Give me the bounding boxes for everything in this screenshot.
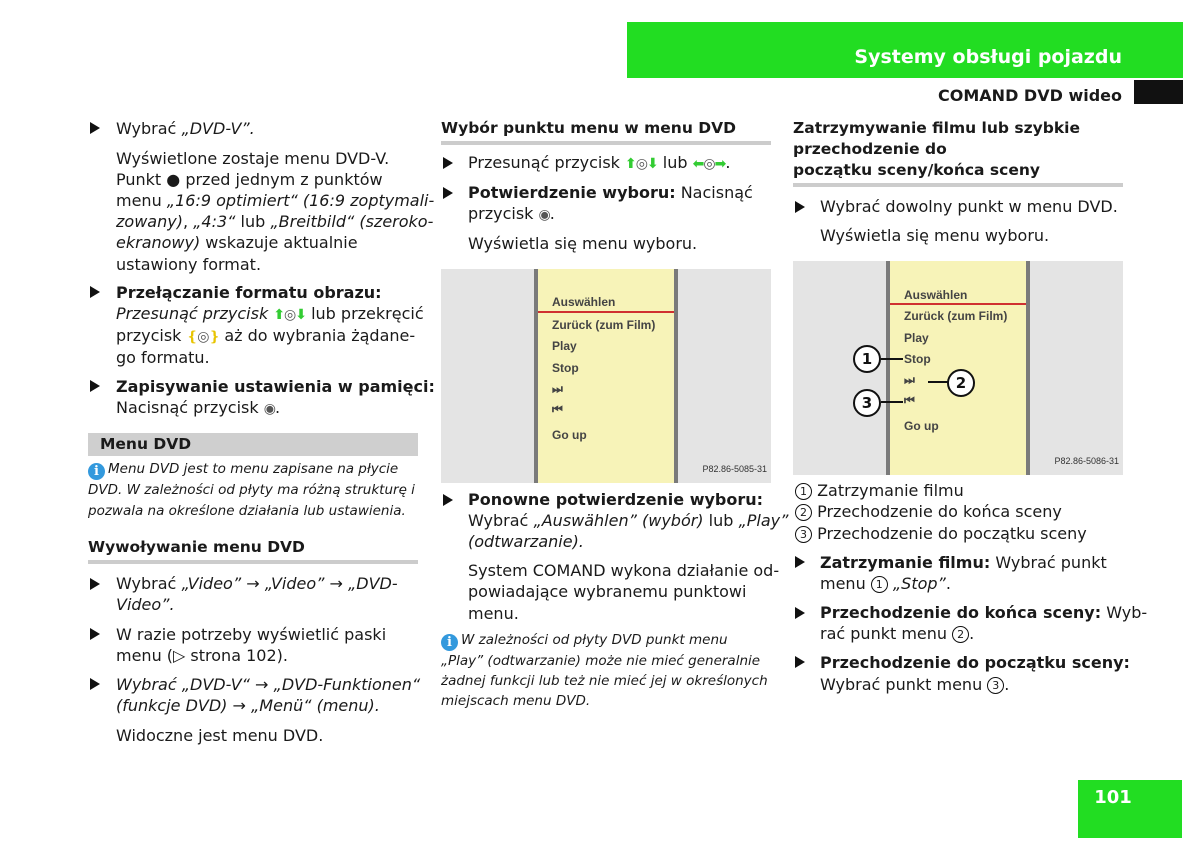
text-line: rać punkt menu 2 . — [820, 624, 975, 643]
info-note-line: miejscach menu DVD. — [441, 693, 591, 709]
menu-item-auswahlen: Auswählen — [904, 288, 968, 302]
bullet-icon — [795, 656, 805, 668]
text-line: W razie potrzeby wyświetlić paski — [116, 625, 387, 644]
text-line: powiadające wybranemu punktowi — [468, 582, 747, 601]
controller-rotate-icon: ❴◎❵ — [186, 329, 220, 345]
text-line: Wybrać punkt menu 3 . — [820, 675, 1010, 694]
menu-item-zuruck: Zurück (zum Film) — [904, 309, 1008, 323]
callout-3: 3 — [853, 389, 881, 417]
text-line: Wyświetla się menu wyboru. — [468, 234, 698, 253]
dvd-menu-screenshot-annotated — [793, 261, 1123, 475]
text-line: Widoczne jest menu DVD. — [116, 726, 324, 745]
callout-line — [881, 401, 903, 403]
bullet-icon — [795, 607, 805, 619]
bullet-icon — [90, 380, 100, 392]
section-rule — [441, 141, 771, 145]
bullet-icon — [795, 201, 805, 213]
section-rule — [793, 183, 1123, 187]
text-line: System COMAND wykona działanie od- — [468, 561, 780, 580]
text-line: menu (▷ strona 102). — [116, 646, 288, 665]
text-line: Video”. — [116, 595, 175, 614]
text-line: go formatu. — [116, 348, 210, 367]
text-line: Wybrać dowolny punkt w menu DVD. — [820, 197, 1118, 216]
bullet-icon — [90, 628, 100, 640]
section-heading-select-item: Wybór punktu menu w menu DVD — [441, 119, 736, 137]
text-line: Wyświetlone zostaje menu DVD-V. — [116, 149, 390, 168]
bullet-icon — [90, 578, 100, 590]
text-line: Zatrzymanie filmu: Wybrać punkt — [820, 553, 1107, 572]
subsection-title: COMAND DVD wideo — [938, 86, 1122, 105]
legend-item: 3 Przechodzenie do początku sceny — [795, 523, 1087, 544]
menu-item-auswahlen: Auswählen — [552, 295, 616, 309]
info-note: i Menu DVD jest to menu zapisane na płycie — [88, 459, 398, 480]
menu-item-play: Play — [552, 339, 577, 353]
image-code: P82.86-5085-31 — [702, 464, 767, 474]
step-heading: Zapisywanie ustawienia w pamięci: — [116, 377, 435, 396]
info-note: i W zależności od płyty DVD punkt menu — [441, 630, 728, 651]
bullet-icon — [795, 556, 805, 568]
step-select-dvdv: Wybrać „DVD-V”. — [116, 119, 255, 138]
bullet-icon — [443, 494, 453, 506]
info-note-line: DVD. W zależności od płyty ma różną strukturę i — [88, 482, 415, 498]
bullet-icon — [90, 286, 100, 298]
menu-item-go-up: Go up — [552, 428, 587, 442]
prev-chapter-icon: ⏮ — [552, 402, 563, 416]
panel-edge — [674, 269, 678, 483]
menu-item-stop: Stop — [904, 352, 931, 366]
controller-press-icon: ◉ — [538, 207, 550, 223]
text-line: Wybrać „Video” → „Video” → „DVD- — [116, 574, 398, 593]
next-chapter-icon: ⏭ — [904, 373, 915, 387]
legend-item: 1 Zatrzymanie filmu — [795, 480, 964, 501]
section-heading-menu-dvd: Menu DVD — [100, 435, 192, 453]
dvd-menu-screenshot — [441, 269, 771, 483]
section-title: Systemy obsługi pojazdu — [854, 46, 1122, 68]
selection-line — [890, 303, 1026, 305]
selection-line — [538, 311, 674, 313]
bullet-icon — [90, 122, 100, 134]
step-heading: Ponowne potwierdzenie wyboru: — [468, 490, 764, 509]
callout-line — [928, 381, 948, 383]
bullet-icon — [443, 157, 453, 169]
prev-chapter-icon: ⏮ — [904, 393, 915, 407]
menu-item-zuruck: Zurück (zum Film) — [552, 318, 656, 332]
controller-updown-icon: ⬆◎⬇ — [625, 156, 658, 172]
text-line: (odtwarzanie). — [468, 532, 584, 551]
controller-updown-icon: ⬆◎⬇ — [273, 307, 306, 323]
section-heading-line: początku sceny/końca sceny — [793, 161, 1040, 179]
text-line: menu. — [468, 604, 519, 623]
info-note-line: żadnej funkcji lub też nie mieć jej w określonych — [441, 673, 768, 689]
text-line: Wyświetla się menu wyboru. — [820, 226, 1050, 245]
section-heading-line: przechodzenie do — [793, 140, 947, 158]
text-line: Potwierdzenie wyboru: Nacisnąć — [468, 183, 753, 202]
info-note-line: „Play” (odtwarzanie) może nie mieć generalnie — [441, 653, 761, 669]
text-line: Nacisnąć przycisk ◉. — [116, 397, 280, 420]
legend-item: 2 Przechodzenie do końca sceny — [795, 501, 1062, 522]
text-line: Wybrać „DVD-V“ → „DVD-Funktionen“ — [116, 675, 421, 694]
text-line: Przechodzenie do końca sceny: Wyb- — [820, 603, 1148, 622]
step-heading: Przechodzenie do początku sceny: — [820, 653, 1130, 672]
controller-leftright-icon: ⬅◎➡ — [692, 156, 726, 172]
menu-item-stop: Stop — [552, 361, 579, 375]
text-line: Przesunąć przycisk ⬆◎⬇ lub przekręcić — [116, 303, 424, 326]
text-line: przycisk ❴◎❵ aż do wybrania żądane- — [116, 325, 415, 348]
info-icon: i — [441, 634, 458, 651]
step-heading: Przełączanie formatu obrazu: — [116, 283, 382, 302]
bullet-icon — [90, 678, 100, 690]
image-code: P82.86-5086-31 — [1054, 456, 1119, 466]
text-line: menu 1 „Stop”. — [820, 574, 951, 593]
text-line: Wybrać „Auswählen” (wybór) lub „Play” — [468, 511, 789, 530]
text-line: przycisk ◉. — [468, 203, 555, 226]
controller-press-icon: ◉ — [263, 401, 275, 417]
text-line: (funkcje DVD) → „Menü“ (menu). — [116, 696, 380, 715]
panel-edge — [1026, 261, 1030, 475]
menu-item-go-up: Go up — [904, 419, 939, 433]
text-line: Przesunąć przycisk ⬆◎⬇ lub ⬅◎➡. — [468, 152, 730, 175]
info-note-line: pozwala na określone działania lub ustawienia. — [88, 503, 406, 519]
menu-item-play: Play — [904, 331, 929, 345]
text-line: menu „16:9 optimiert“ (16:9 zoptymali- — [116, 191, 435, 210]
bullet-icon — [443, 187, 453, 199]
page-number: 101 — [1094, 787, 1132, 808]
section-heading-call-menu: Wywoływanie menu DVD — [88, 538, 305, 556]
subheader-marker — [1134, 80, 1183, 104]
info-icon: i — [88, 463, 105, 480]
text-line: Punkt ● przed jednym z punktów — [116, 170, 383, 189]
text-line: zowany), „4:3“ lub „Breitbild“ (szeroko- — [116, 212, 434, 231]
section-heading-line: Zatrzymywanie filmu lub szybkie — [793, 119, 1080, 137]
text-line: ustawiony format. — [116, 255, 262, 274]
next-chapter-icon: ⏭ — [552, 382, 563, 396]
section-rule — [88, 560, 418, 564]
callout-1: 1 — [853, 345, 881, 373]
callout-line — [881, 358, 903, 360]
callout-2: 2 — [947, 369, 975, 397]
text-line: ekranowy) wskazuje aktualnie — [116, 233, 358, 252]
